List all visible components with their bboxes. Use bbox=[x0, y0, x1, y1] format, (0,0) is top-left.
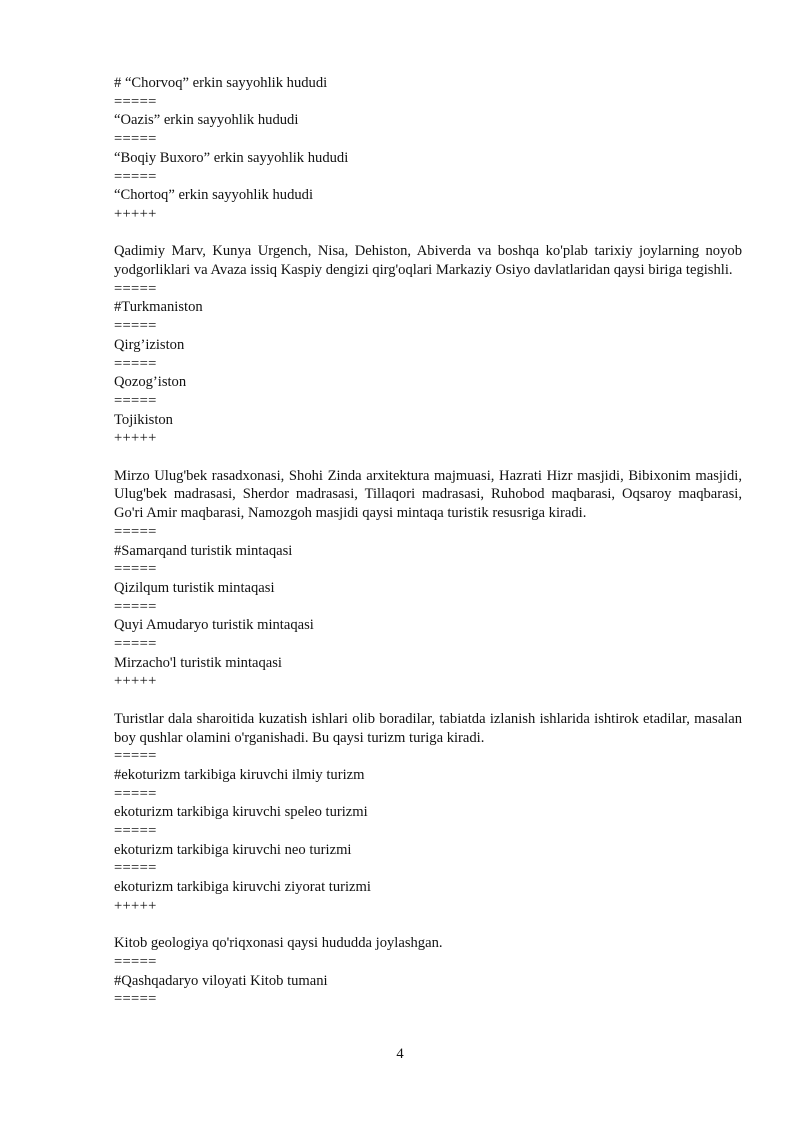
answer-option: “Oazis” erkin sayyohlik hududi bbox=[114, 112, 299, 129]
answer-option: Qirg’iziston bbox=[114, 336, 185, 353]
answer-option: #Turkmaniston bbox=[114, 299, 203, 316]
end-separator: +++++ bbox=[114, 897, 157, 914]
option-separator: ===== bbox=[114, 392, 157, 409]
end-separator: +++++ bbox=[114, 673, 157, 690]
question-text: Kitob geologiya qo'riqxonasi qaysi hududda joylashgan. bbox=[114, 935, 443, 952]
page-content bbox=[114, 74, 742, 1009]
answer-option: #Qashqadaryo viloyati Kitob tumani bbox=[114, 972, 328, 989]
answer-option: ekoturizm tarkibiga kiruvchi neo turizmi bbox=[114, 841, 352, 858]
option-separator: ===== bbox=[114, 860, 157, 877]
question-block bbox=[114, 710, 742, 916]
option-separator: ===== bbox=[114, 991, 157, 1008]
answer-option: Tojikiston bbox=[114, 411, 173, 428]
option-separator: ===== bbox=[114, 280, 157, 297]
question-text: Mirzo Ulug'bek rasadxonasi, Shohi Zinda arxitektura majmuasi, Hazrati Hizr masjidi, Bibixonim masjidi, Ulug'bek madrasasi, Sherdor madrasasi, Tillaqori madrasasi, Ruhobod maqbarasi, Oqsaroy maqbarasi, Go'ri Amir maqbarasi, Namozgoh masjidi qaysi mintaqa turistik resusriga kiradi. bbox=[114, 467, 742, 522]
option-separator: ===== bbox=[114, 953, 157, 970]
answer-option: Quyi Amudaryo turistik mintaqasi bbox=[114, 617, 314, 634]
question-block bbox=[114, 934, 742, 1009]
answer-option: “Boqiy Buxoro” erkin sayyohlik hududi bbox=[114, 149, 349, 166]
answer-option: Qozog’iston bbox=[114, 374, 187, 391]
option-separator: ===== bbox=[114, 168, 157, 185]
option-separator: ===== bbox=[114, 355, 157, 372]
end-separator: +++++ bbox=[114, 430, 157, 447]
option-separator: ===== bbox=[114, 598, 157, 615]
option-separator: ===== bbox=[114, 636, 157, 653]
option-separator: ===== bbox=[114, 823, 157, 840]
question-text: Qadimiy Marv, Kunya Urgench, Nisa, Dehiston, Abiverda va boshqa ko'plab tarixiy joylarning noyob yodgorliklari va Avaza issiq Kaspiy dengizi qirg'oqlari Markaziy Osiyo davlatlaridan qaysi biriga tegishli. bbox=[114, 243, 742, 279]
answer-option: “Chortoq” erkin sayyohlik hududi bbox=[114, 187, 314, 204]
option-separator: ===== bbox=[114, 748, 157, 765]
answer-option: ekoturizm tarkibiga kiruvchi speleo turizmi bbox=[114, 804, 368, 821]
question-block bbox=[114, 467, 742, 691]
option-separator: ===== bbox=[114, 318, 157, 335]
answer-option: Mirzacho'l turistik mintaqasi bbox=[114, 654, 282, 671]
answer-option: #ekoturizm tarkibiga kiruvchi ilmiy turizm bbox=[114, 766, 365, 783]
page-number: 4 bbox=[396, 1046, 404, 1062]
option-separator: ===== bbox=[114, 131, 157, 148]
option-separator: ===== bbox=[114, 523, 157, 540]
answer-option: Qizilqum turistik mintaqasi bbox=[114, 579, 275, 596]
answer-option: # “Chorvoq” erkin sayyohlik hududi bbox=[114, 75, 328, 91]
answer-option: ekoturizm tarkibiga kiruvchi ziyorat turizmi bbox=[114, 879, 371, 896]
question-block bbox=[114, 74, 742, 224]
end-separator: +++++ bbox=[114, 205, 157, 222]
option-separator: ===== bbox=[114, 93, 157, 110]
question-block bbox=[114, 242, 742, 448]
option-separator: ===== bbox=[114, 785, 157, 802]
question-text: Turistlar dala sharoitida kuzatish ishlari olib boradilar, tabiatda izlanish ishlarida ishtirok etadilar, masalan boy qushlar olamini o'rganishadi. Bu qaysi turizm turiga kiradi. bbox=[114, 710, 742, 746]
answer-option: #Samarqand turistik mintaqasi bbox=[114, 542, 293, 559]
option-separator: ===== bbox=[114, 561, 157, 578]
